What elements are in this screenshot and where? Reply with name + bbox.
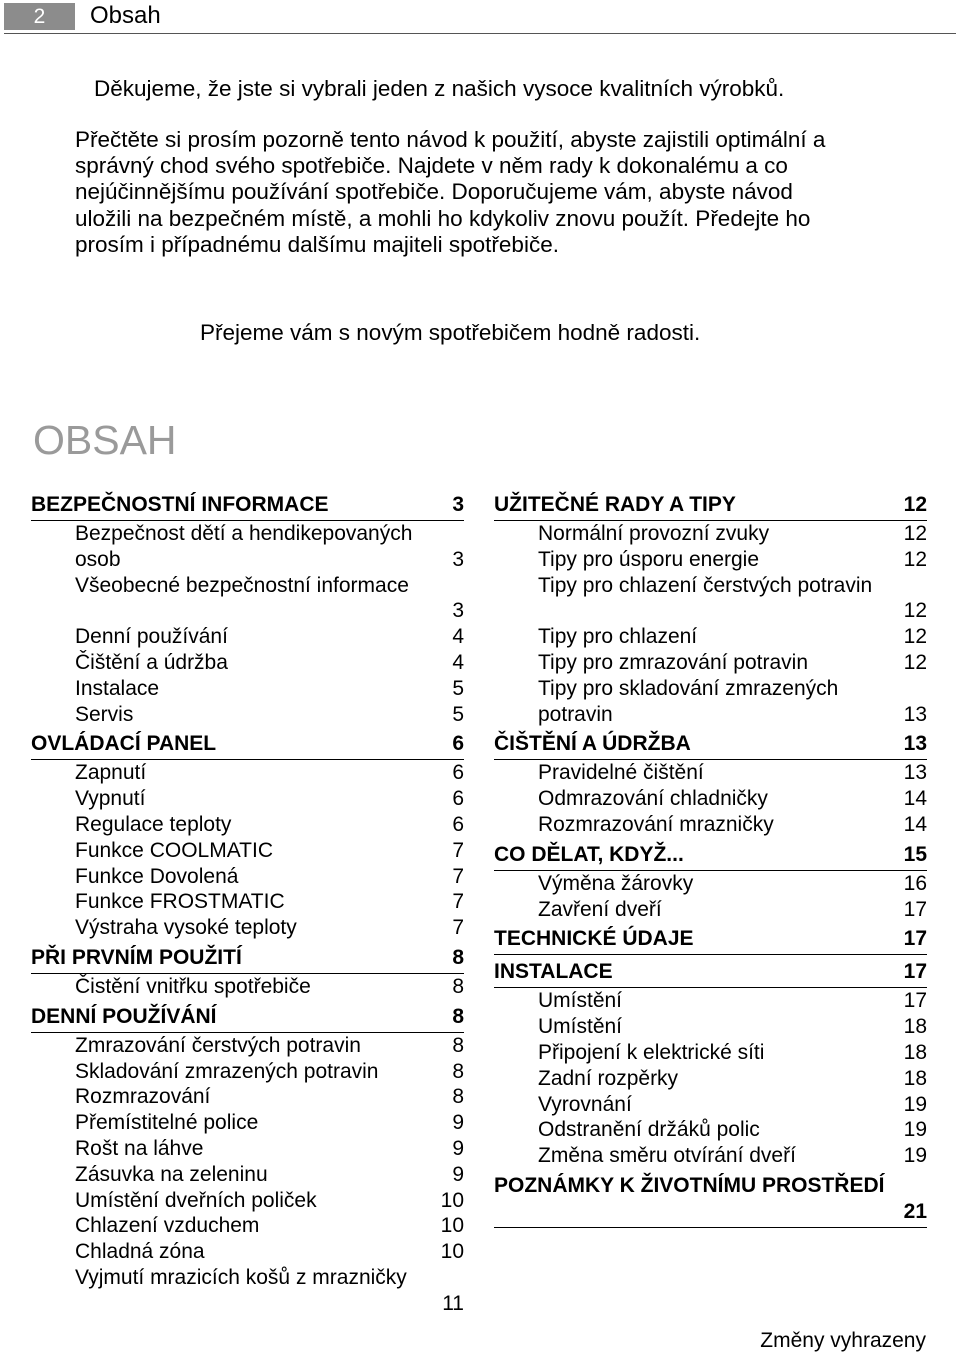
toc-item-page: 17 — [903, 989, 927, 1013]
toc-item[interactable] — [75, 702, 464, 728]
toc-item-page: 9 — [452, 1136, 464, 1160]
toc-item-page: 3 — [452, 547, 464, 571]
toc-section-denni-pouzivani[interactable] — [31, 1002, 464, 1033]
toc-item-label: Tipy pro skladování zmrazených potravin — [538, 676, 839, 726]
toc-item-label: Denní používání — [75, 625, 228, 649]
toc-item-list — [31, 521, 464, 729]
toc-item[interactable] — [75, 1136, 464, 1162]
toc-section-label: ČIŠTĚNÍ A ÚDRŽBA — [494, 732, 691, 756]
toc-item-page: 8 — [452, 974, 464, 998]
toc-item-label: Odmrazování chladničky — [538, 787, 768, 811]
toc-item[interactable] — [75, 1059, 464, 1085]
toc-item[interactable] — [75, 812, 464, 838]
toc-section-page: 3 — [452, 493, 464, 516]
toc-item[interactable] — [75, 915, 464, 941]
toc-item-label: Tipy pro chlazení — [538, 625, 698, 649]
toc-item-label: Tipy pro úsporu energie — [538, 547, 760, 571]
toc-item-label: Zapnutí — [75, 761, 147, 785]
toc-item[interactable] — [538, 897, 927, 923]
toc-item-label: Rozmrazování — [75, 1085, 211, 1109]
toc-item-page: 17 — [903, 897, 927, 921]
toc-item-label: Instalace — [75, 676, 160, 700]
toc-item-page: 12 — [903, 522, 927, 545]
toc-item-label: Normální provozní zvuky — [538, 522, 770, 545]
header-divider — [4, 33, 956, 34]
toc-section-label: CO DĚLAT, KDYŽ... — [494, 842, 684, 866]
toc-item-page: 12 — [903, 650, 927, 674]
toc-item[interactable] — [75, 650, 464, 676]
toc-section-label: POZNÁMKY K ŽIVOTNÍMU PROSTŘEDÍ — [494, 1173, 885, 1197]
toc-item[interactable] — [75, 1162, 464, 1188]
toc-item-label: Všeobecné bezpečnostní informace — [75, 573, 409, 597]
toc-item-page: 12 — [903, 599, 927, 623]
toc-item[interactable] — [538, 547, 927, 573]
toc-item-page: 14 — [903, 812, 927, 836]
toc-item-list — [494, 988, 927, 1171]
toc-item[interactable] — [75, 624, 464, 650]
toc-item-label: Funkce COOLMATIC — [75, 838, 273, 862]
toc-item-list — [494, 760, 927, 839]
toc-item[interactable] — [538, 624, 927, 650]
toc-item-list — [31, 760, 464, 943]
toc-item[interactable] — [538, 650, 927, 676]
intro-wish: Přejeme vám s novým spotřebičem hodně radosti. — [200, 320, 701, 345]
toc-item[interactable] — [538, 1040, 927, 1066]
toc-item[interactable] — [538, 786, 927, 812]
toc-item[interactable] — [538, 676, 927, 728]
toc-item-label: Funkce FROSTMATIC — [75, 890, 285, 914]
toc-section-page: 17 — [903, 960, 927, 984]
toc-item-label: Umístění dveřních poliček — [75, 1188, 317, 1212]
toc-item[interactable] — [75, 889, 464, 915]
toc-item-page: 12 — [903, 625, 927, 649]
toc-item-label: Funkce Dovolená — [75, 864, 239, 888]
toc-item-page: 13 — [903, 761, 927, 785]
toc-item[interactable] — [538, 760, 927, 786]
toc-section-label: BEZPEČNOSTNÍ INFORMACE — [31, 493, 329, 516]
toc-item-page: 19 — [903, 1118, 927, 1142]
toc-section-co-delat-kdyz[interactable] — [494, 840, 927, 871]
toc-item[interactable] — [75, 974, 464, 1000]
toc-item-page: 3 — [452, 599, 464, 623]
toc-item-label: Výměna žárovky — [538, 871, 694, 895]
toc-item-page: 4 — [452, 650, 464, 674]
toc-section-page: 12 — [903, 493, 927, 516]
toc-item-label: Skladování zmrazených potravin — [75, 1059, 379, 1083]
toc-item-page: 7 — [452, 838, 464, 862]
toc-item-page: 16 — [903, 871, 927, 895]
toc-item-label: Umístění — [538, 1015, 623, 1039]
toc-section-ovladaci-panel[interactable] — [31, 729, 464, 760]
toc-left-column — [31, 490, 464, 1319]
toc-section-label: DENNÍ POUŽÍVÁNÍ — [31, 1004, 217, 1028]
toc-item[interactable] — [538, 988, 927, 1014]
toc-item-label: Vypnutí — [75, 787, 146, 811]
toc-item[interactable] — [538, 1143, 927, 1169]
page-number: 2 — [4, 3, 75, 30]
toc-item-label: Tipy pro zmrazování potravin — [538, 650, 808, 674]
toc-item-label: Zavření dveří — [538, 897, 662, 921]
toc-item[interactable] — [538, 1066, 927, 1092]
toc-item-label: Rošt na láhve — [75, 1136, 204, 1160]
toc-item-label: Výstraha vysoké teploty — [75, 916, 297, 940]
toc-item-label: Zadní rozpěrky — [538, 1066, 679, 1090]
toc-item[interactable] — [75, 1239, 464, 1265]
toc-item-page: 10 — [440, 1240, 464, 1264]
toc-item-list — [494, 1228, 927, 1230]
toc-item[interactable] — [75, 838, 464, 864]
toc-item-label: Vyrovnání — [538, 1092, 632, 1116]
toc-item-page: 18 — [903, 1040, 927, 1064]
toc-item[interactable] — [538, 573, 927, 625]
toc-section-page: 13 — [903, 732, 927, 756]
toc-item[interactable] — [75, 786, 464, 812]
toc-section-label: TECHNICKÉ ÚDAJE — [494, 927, 694, 951]
toc-item-page: 6 — [452, 812, 464, 836]
toc-item[interactable] — [75, 1265, 464, 1317]
toc-item[interactable] — [538, 521, 927, 547]
toc-item[interactable] — [538, 1014, 927, 1040]
toc-item[interactable] — [75, 521, 464, 573]
toc-item-page: 8 — [452, 1059, 464, 1083]
toc-section-cisteni-a-udrzba[interactable] — [494, 729, 927, 760]
toc-section-instalace[interactable] — [494, 957, 927, 988]
toc-item[interactable] — [538, 1092, 927, 1118]
toc-item-label: Bezpečnost dětí a hendikepovaných osob — [75, 522, 413, 571]
toc-item[interactable] — [75, 676, 464, 702]
toc-item[interactable] — [75, 1213, 464, 1239]
toc-section-page: 17 — [903, 927, 927, 951]
toc-section-label: UŽITEČNÉ RADY A TIPY — [494, 493, 736, 516]
toc-item[interactable] — [538, 812, 927, 838]
toc-section-page: 21 — [903, 1199, 927, 1223]
toc-item-label: Tipy pro chlazení čerstvých potravin — [538, 573, 873, 597]
toc-item-page: 8 — [452, 1085, 464, 1109]
toc-section-label: PŘI PRVNÍM POUŽITÍ — [31, 945, 242, 969]
toc-item-page: 6 — [452, 787, 464, 811]
toc-section-label: INSTALACE — [494, 960, 613, 984]
toc-item-label: Servis — [75, 702, 134, 726]
toc-item-page: 5 — [452, 676, 464, 700]
toc-item[interactable] — [75, 573, 464, 625]
intro-paragraph: Přečtěte si prosím pozorně tento návod k použití, abyste zajistili optimální a správný chod svého spotřebiče. Najdete v něm rady k dokonalému a co nejúčinnějšímu používání spotřebiče. Doporučujeme vám, abyste návod uložili na bezpečném místě, a mohli ho kdykoliv znovu použít. Předejte ho prosím i případnému dalšímu majiteli spotřebiče. — [75, 127, 826, 257]
toc-section-bezpecnostni-informace[interactable] — [31, 490, 464, 521]
toc-item-label: Čistění vnitřku spotřebiče — [75, 974, 311, 998]
toc-item-page: 10 — [440, 1214, 464, 1238]
toc-item-page: 19 — [903, 1144, 927, 1168]
toc-item-label: Odstranění držáků polic — [538, 1118, 760, 1142]
toc-item-label: Vyjmutí mrazicích košů z mrazničky — [75, 1265, 407, 1289]
toc-item-label: Zásuvka na zeleninu — [75, 1162, 268, 1186]
toc-item-page: 18 — [903, 1066, 927, 1090]
toc-item-list — [31, 974, 464, 1002]
footer-note: Změny vyhrazeny — [760, 1329, 926, 1352]
toc-item[interactable] — [538, 871, 927, 897]
toc-item-page: 13 — [903, 702, 927, 726]
toc-section-technicke-udaje[interactable] — [494, 924, 927, 955]
toc-item-page: 9 — [452, 1111, 464, 1135]
toc-item-page: 7 — [452, 890, 464, 914]
toc-item-label: Regulace teploty — [75, 812, 232, 836]
intro-thanks: Děkujeme, že jste si vybrali jeden z našich vysoce kvalitních výrobků. — [94, 76, 785, 101]
toc-item[interactable] — [75, 1033, 464, 1059]
toc-item[interactable] — [75, 1110, 464, 1136]
toc-item[interactable] — [75, 1188, 464, 1214]
toc-item-label: Připojení k elektrické síti — [538, 1040, 765, 1064]
toc-item-page: 11 — [442, 1291, 464, 1315]
toc-item-label: Zmrazování čerstvých potravin — [75, 1033, 361, 1057]
toc-item-page: 12 — [903, 547, 927, 571]
toc-item-list — [31, 1033, 464, 1319]
toc-right-column — [494, 490, 927, 1230]
toc-item-page: 7 — [452, 864, 464, 888]
toc-item[interactable] — [75, 864, 464, 890]
toc-item[interactable] — [538, 1117, 927, 1143]
toc-item-page: 7 — [452, 916, 464, 940]
toc-item-page: 19 — [903, 1092, 927, 1116]
toc-section-pri-prvnim-pouziti[interactable] — [31, 943, 464, 974]
toc-item-list — [494, 521, 927, 729]
toc-section-label: OVLÁDACÍ PANEL — [31, 732, 217, 756]
toc-item-page: 10 — [440, 1188, 464, 1212]
toc-item-page: 6 — [452, 761, 464, 785]
toc-item-label: Chlazení vzduchem — [75, 1214, 260, 1238]
toc-section-poznamky-k-zivotnimu-prostredi[interactable] — [494, 1171, 927, 1228]
toc-section-page: 15 — [903, 842, 927, 866]
toc-item-page: 18 — [903, 1015, 927, 1039]
toc-section-page: 8 — [452, 945, 464, 969]
toc-item[interactable] — [75, 760, 464, 786]
toc-section-uzitecne-rady-a-tipy[interactable] — [494, 490, 927, 521]
toc-title: OBSAH — [33, 417, 177, 463]
header-title: Obsah — [90, 2, 161, 29]
toc-item[interactable] — [75, 1084, 464, 1110]
toc-section-page: 8 — [452, 1004, 464, 1028]
toc-item-page: 4 — [452, 625, 464, 649]
toc-item-label: Změna směru otvírání dveří — [538, 1144, 796, 1168]
toc-item-label: Rozmrazování mrazničky — [538, 812, 774, 836]
toc-item-list — [494, 871, 927, 925]
toc-item-page: 5 — [452, 702, 464, 726]
toc-item-label: Přemístitelné police — [75, 1111, 259, 1135]
toc-item-label: Čištění a údržba — [75, 650, 228, 674]
toc-item-label: Chladná zóna — [75, 1240, 205, 1264]
toc-item-label: Umístění — [538, 989, 623, 1013]
toc-item-page: 14 — [903, 787, 927, 811]
toc-item-page: 8 — [452, 1033, 464, 1057]
toc-item-page: 9 — [452, 1162, 464, 1186]
toc-item-label: Pravidelné čištění — [538, 761, 704, 785]
toc-section-page: 6 — [452, 732, 464, 756]
